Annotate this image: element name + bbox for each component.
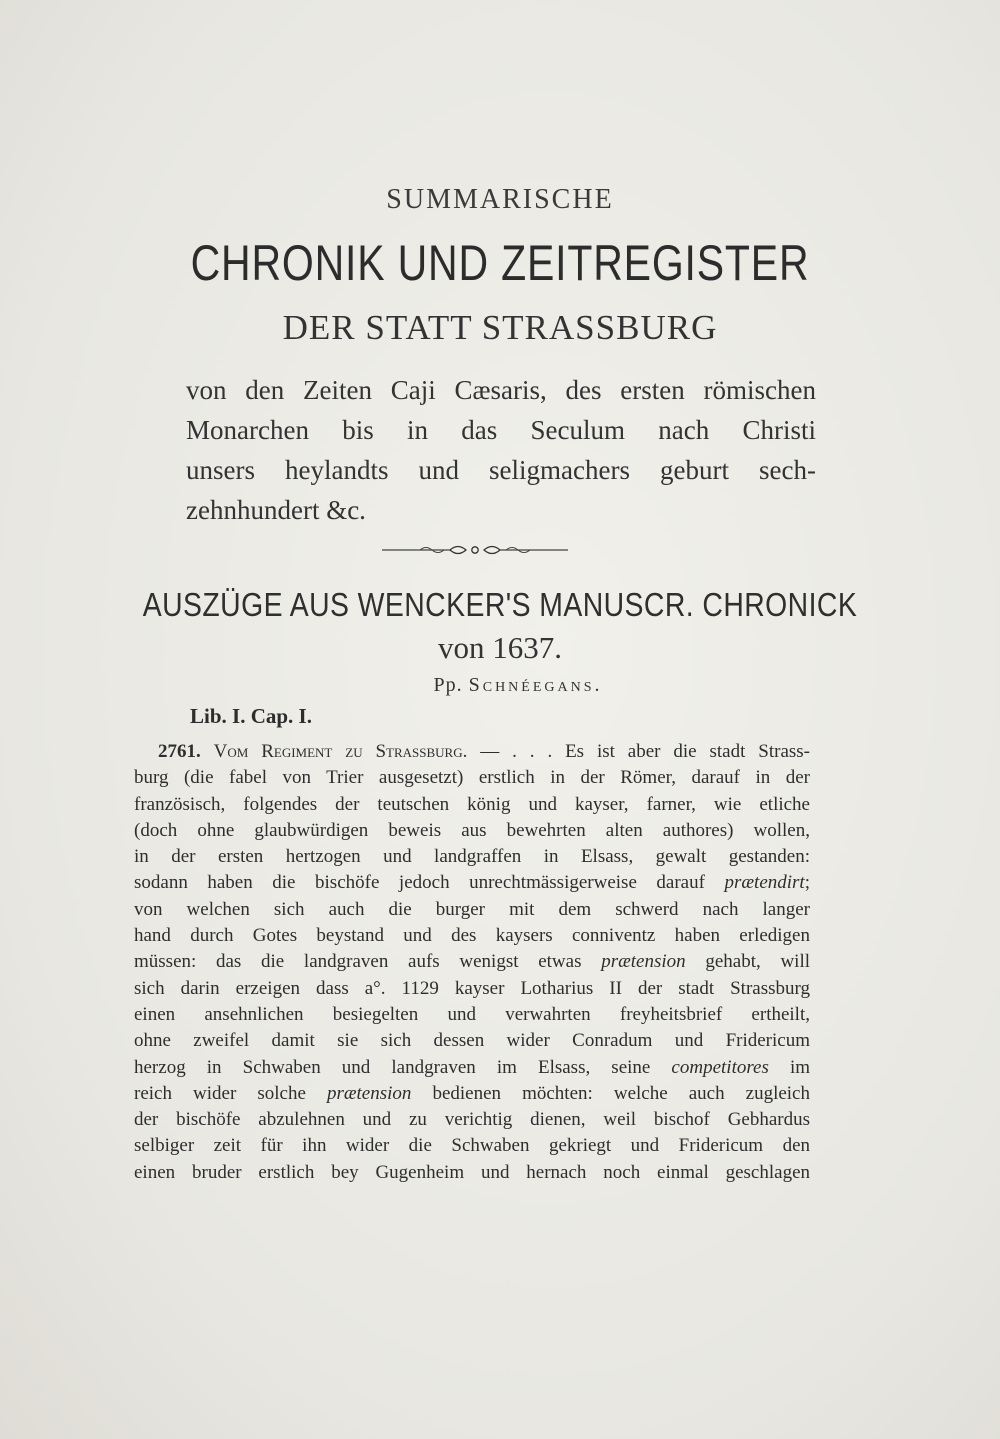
entry-heading: Vom Regiment zu Strassburg. [213,741,468,762]
body-line: ohne zweifel damit sie sich dessen wider Conradum und Fridericum [134,1030,810,1052]
body-line: hand durch Gotes beystand und des kaysers conniventz haben erledigen [134,925,810,947]
title-chronik: CHRONIK UND ZEITREGISTER [190,235,810,291]
body-line: einen bruder erstlich bey Gugenheim und hernach noch einmal geschlagen [134,1161,810,1183]
body-line: einen ansehnlichen besiegelten und verwahrten freyheitsbrief ertheilt, [134,1003,810,1025]
subtitle-line: Monarchen bis in das Seculum nach Christi [186,415,816,445]
subtitle-line: von den Zeiten Caji Cæsaris, des ersten römischen [186,375,816,405]
entry-number: 2761. [158,741,201,762]
section-year: von 1637. [438,630,562,665]
body-line: burg (die fabel von Trier ausgesetzt) erstlich in der Römer, darauf in der [134,767,810,789]
body-line: herzog in Schwaben und landgraven im Elsass, seine competitores im [134,1056,811,1078]
editor-prefix: Pp. [433,674,463,696]
body-line: sich darin erzeigen dass a°. 1129 kayser Lotharius II der stadt Strassburg [134,977,810,999]
body-line: französisch, folgendes der teutschen könig und kayser, farner, wie etliche [134,793,810,815]
body-line: von welchen sich auch die burger mit dem schwerd nach langer [134,898,810,920]
ornament-divider [380,540,570,560]
entry-first-line [134,739,810,765]
body-line: in der ersten hertzogen und landgraffen in Elsass, gewalt gestanden: [134,846,810,868]
body-line: sodann haben die bischöfe jedoch unrechtmässigerweise darauf prætendirt; [134,872,810,894]
subtitle-line: zehnhundert &c. [186,495,366,525]
body-line: müssen: das die landgraven aufs wenigst etwas prætension gehabt, will [134,951,811,973]
entry-body [134,739,810,1186]
title-summarische: SUMMARISCHE [386,184,614,215]
body-line: reich wider solche prætension bedienen möchten: welche auch zugleich [134,1082,810,1104]
body-line: — . . . Es ist aber die stadt Strass- [480,741,810,762]
body-line: (doch ohne glaubwürdigen beweis aus bewehrten alten authores) wollen, [134,819,810,841]
title-statt-strassburg: DER STATT STRASSBURG [282,308,718,347]
editor-name: Schnéegans. [468,674,603,696]
subtitle-block [186,370,816,530]
subtitle-line: unsers heylandts und seligmachers geburt sech- [186,455,816,485]
editor-line [0,674,1000,697]
section-title: AUSZÜGE AUS WENCKER'S MANUSCR. CHRONICK [142,586,858,623]
body-line: selbiger zeit für ihn wider die Schwaben gekriegt und Fridericum den [134,1135,810,1157]
chapter-heading: Lib. I. Cap. I. [190,704,312,728]
body-line: der bischöfe abzulehnen und zu verichtig dienen, weil bischof Gebhardus [134,1109,810,1131]
